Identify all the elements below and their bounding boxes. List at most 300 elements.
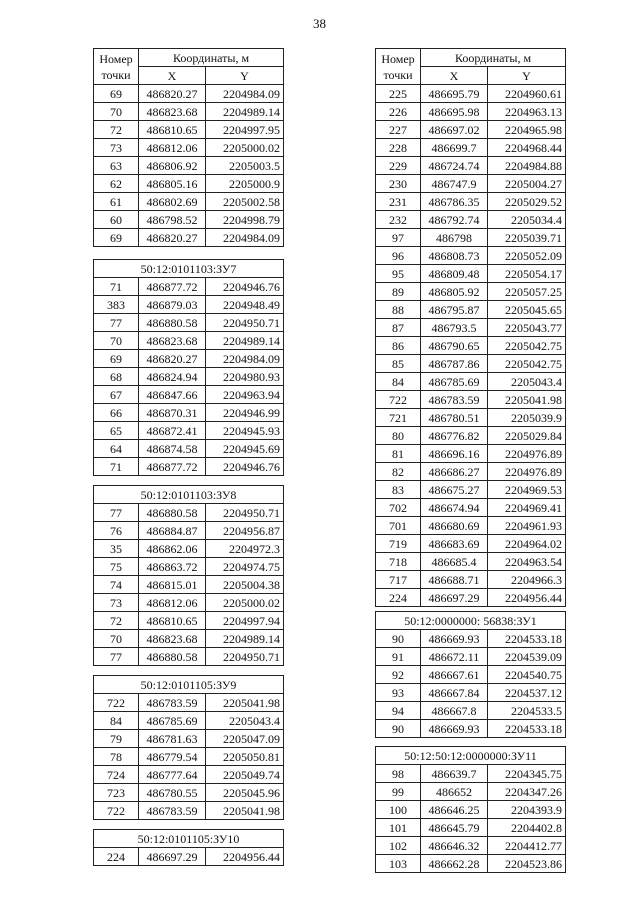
point-number: 97 bbox=[376, 229, 421, 247]
point-number: 228 bbox=[376, 139, 421, 157]
coord-x: 486688.71 bbox=[421, 571, 488, 589]
coord-y: 2204946.76 bbox=[206, 278, 284, 296]
table-row bbox=[376, 85, 566, 103]
point-number: 232 bbox=[376, 211, 421, 229]
right-table-0 bbox=[375, 48, 566, 607]
coord-x: 486652 bbox=[421, 783, 488, 801]
point-number: 82 bbox=[376, 463, 421, 481]
point-number: 94 bbox=[376, 702, 421, 720]
point-number: 64 bbox=[94, 440, 139, 458]
coord-x: 486862.06 bbox=[139, 540, 206, 558]
table-row bbox=[94, 296, 284, 314]
coord-x: 486884.87 bbox=[139, 522, 206, 540]
coord-x: 486810.65 bbox=[139, 121, 206, 139]
table-row bbox=[376, 265, 566, 283]
coord-y: 2204537.12 bbox=[488, 684, 566, 702]
coord-y: 2204963.94 bbox=[206, 386, 284, 404]
table-row bbox=[376, 247, 566, 265]
coord-y: 2204345.75 bbox=[488, 765, 566, 783]
left-table-zu10 bbox=[93, 829, 284, 866]
coord-y: 2205004.27 bbox=[488, 175, 566, 193]
table-row bbox=[376, 783, 566, 801]
point-number: 702 bbox=[376, 499, 421, 517]
point-number: 719 bbox=[376, 535, 421, 553]
coord-x: 486823.68 bbox=[139, 630, 206, 648]
point-number: 86 bbox=[376, 337, 421, 355]
point-number: 721 bbox=[376, 409, 421, 427]
coord-x: 486662.28 bbox=[421, 855, 488, 873]
header-num: Номер точки bbox=[94, 49, 139, 85]
point-number: 71 bbox=[94, 278, 139, 296]
table-row bbox=[94, 278, 284, 296]
coord-x: 486699.7 bbox=[421, 139, 488, 157]
coord-x: 486667.8 bbox=[421, 702, 488, 720]
coord-x: 486805.92 bbox=[421, 283, 488, 301]
point-number: 231 bbox=[376, 193, 421, 211]
coord-x: 486805.16 bbox=[139, 175, 206, 193]
coord-y: 2204965.98 bbox=[488, 121, 566, 139]
table-row bbox=[94, 85, 284, 103]
table-row bbox=[94, 766, 284, 784]
point-number: 89 bbox=[376, 283, 421, 301]
coord-x: 486783.59 bbox=[139, 694, 206, 712]
coord-x: 486880.58 bbox=[139, 314, 206, 332]
table-row bbox=[94, 504, 284, 522]
coord-x: 486780.51 bbox=[421, 409, 488, 427]
coord-y: 2204984.09 bbox=[206, 229, 284, 247]
coord-y: 2204956.87 bbox=[206, 522, 284, 540]
coord-x: 486823.68 bbox=[139, 103, 206, 121]
coord-x: 486824.94 bbox=[139, 368, 206, 386]
coord-y: 2204966.3 bbox=[488, 571, 566, 589]
coord-x: 486880.58 bbox=[139, 504, 206, 522]
coord-x: 486815.01 bbox=[139, 576, 206, 594]
point-number: 77 bbox=[94, 504, 139, 522]
point-number: 83 bbox=[376, 481, 421, 499]
table-row bbox=[376, 391, 566, 409]
coord-y: 2205054.17 bbox=[488, 265, 566, 283]
table-row bbox=[94, 103, 284, 121]
coord-y: 2204997.94 bbox=[206, 612, 284, 630]
point-number: 77 bbox=[94, 648, 139, 666]
table-row bbox=[94, 368, 284, 386]
coord-x: 486781.63 bbox=[139, 730, 206, 748]
coord-y: 2205043.77 bbox=[488, 319, 566, 337]
table-row bbox=[376, 139, 566, 157]
point-number: 226 bbox=[376, 103, 421, 121]
point-number: 70 bbox=[94, 630, 139, 648]
coord-y: 2205003.5 bbox=[206, 157, 284, 175]
coord-x: 486695.79 bbox=[421, 85, 488, 103]
coord-x: 486870.31 bbox=[139, 404, 206, 422]
point-number: 72 bbox=[94, 612, 139, 630]
coord-x: 486683.69 bbox=[421, 535, 488, 553]
point-number: 101 bbox=[376, 819, 421, 837]
coord-x: 486787.86 bbox=[421, 355, 488, 373]
coord-y: 2204989.14 bbox=[206, 332, 284, 350]
point-number: 71 bbox=[94, 458, 139, 476]
table-row bbox=[94, 540, 284, 558]
point-number: 718 bbox=[376, 553, 421, 571]
coord-y: 2204969.53 bbox=[488, 481, 566, 499]
coord-y: 2204984.09 bbox=[206, 350, 284, 368]
coord-y: 2204963.13 bbox=[488, 103, 566, 121]
left-table-0 bbox=[93, 48, 284, 247]
coord-y: 2205050.81 bbox=[206, 748, 284, 766]
coord-x: 486783.59 bbox=[421, 391, 488, 409]
coord-y: 2204956.44 bbox=[206, 848, 284, 866]
table-row bbox=[94, 350, 284, 368]
coord-y: 2205042.75 bbox=[488, 337, 566, 355]
table-title: 50:12:0101103:ЗУ8 bbox=[94, 486, 284, 504]
coord-x: 486847.66 bbox=[139, 386, 206, 404]
point-number: 90 bbox=[376, 630, 421, 648]
table-row bbox=[94, 314, 284, 332]
table-row bbox=[94, 157, 284, 175]
table-row bbox=[376, 427, 566, 445]
coord-y: 2205041.98 bbox=[206, 694, 284, 712]
coord-y: 2204972.3 bbox=[206, 540, 284, 558]
coord-x: 486795.87 bbox=[421, 301, 488, 319]
coord-x: 486798 bbox=[421, 229, 488, 247]
point-number: 60 bbox=[94, 211, 139, 229]
table-row bbox=[376, 855, 566, 873]
table-row bbox=[376, 589, 566, 607]
point-number: 77 bbox=[94, 314, 139, 332]
coord-x: 486786.35 bbox=[421, 193, 488, 211]
coord-y: 2204961.93 bbox=[488, 517, 566, 535]
coord-x: 486697.29 bbox=[139, 848, 206, 866]
coord-y: 2205002.58 bbox=[206, 193, 284, 211]
point-number: 87 bbox=[376, 319, 421, 337]
table-row bbox=[94, 802, 284, 820]
table-row bbox=[94, 422, 284, 440]
coord-y: 2204945.69 bbox=[206, 440, 284, 458]
table-row bbox=[376, 355, 566, 373]
table-row bbox=[376, 819, 566, 837]
table-row bbox=[94, 594, 284, 612]
point-number: 74 bbox=[94, 576, 139, 594]
table-title: 50:12:0101105:ЗУ10 bbox=[94, 830, 284, 848]
table-row bbox=[94, 211, 284, 229]
coord-x: 486686.27 bbox=[421, 463, 488, 481]
coord-y: 2204950.71 bbox=[206, 314, 284, 332]
point-number: 73 bbox=[94, 139, 139, 157]
table-row bbox=[94, 332, 284, 350]
point-number: 724 bbox=[94, 766, 139, 784]
coord-x: 486809.48 bbox=[421, 265, 488, 283]
coord-x: 486793.5 bbox=[421, 319, 488, 337]
coord-x: 486780.55 bbox=[139, 784, 206, 802]
table-row bbox=[376, 301, 566, 319]
table-row bbox=[376, 337, 566, 355]
coord-y: 2204963.54 bbox=[488, 553, 566, 571]
table-title: 50:12:0101103:ЗУ7 bbox=[94, 260, 284, 278]
coord-y: 2204989.14 bbox=[206, 630, 284, 648]
header-coords: Координаты, м bbox=[421, 49, 566, 67]
table-row bbox=[376, 373, 566, 391]
header-x: X bbox=[139, 67, 206, 85]
table-row bbox=[94, 139, 284, 157]
table-row bbox=[376, 765, 566, 783]
coord-y: 2204948.49 bbox=[206, 296, 284, 314]
table-row bbox=[94, 193, 284, 211]
coord-y: 2204540.75 bbox=[488, 666, 566, 684]
point-number: 102 bbox=[376, 837, 421, 855]
coord-y: 2204523.86 bbox=[488, 855, 566, 873]
table-row bbox=[376, 571, 566, 589]
point-number: 722 bbox=[94, 694, 139, 712]
right-table-zu11 bbox=[375, 746, 566, 873]
header-coords: Координаты, м bbox=[139, 49, 284, 67]
point-number: 65 bbox=[94, 422, 139, 440]
table-row bbox=[376, 517, 566, 535]
coord-y: 2204984.88 bbox=[488, 157, 566, 175]
table-row bbox=[376, 157, 566, 175]
point-number: 722 bbox=[94, 802, 139, 820]
coord-y: 2205041.98 bbox=[488, 391, 566, 409]
coord-x: 486685.4 bbox=[421, 553, 488, 571]
coord-x: 486646.25 bbox=[421, 801, 488, 819]
coord-x: 486645.79 bbox=[421, 819, 488, 837]
table-row bbox=[94, 121, 284, 139]
coord-y: 2205043.4 bbox=[488, 373, 566, 391]
coord-x: 486783.59 bbox=[139, 802, 206, 820]
coord-y: 2204393.9 bbox=[488, 801, 566, 819]
coord-x: 486810.65 bbox=[139, 612, 206, 630]
table-row bbox=[376, 481, 566, 499]
coord-x: 486820.27 bbox=[139, 85, 206, 103]
point-number: 69 bbox=[94, 350, 139, 368]
table-row bbox=[94, 386, 284, 404]
coord-x: 486820.27 bbox=[139, 350, 206, 368]
table-row bbox=[94, 458, 284, 476]
coord-y: 2204989.14 bbox=[206, 103, 284, 121]
header-y: Y bbox=[206, 67, 284, 85]
coord-x: 486806.92 bbox=[139, 157, 206, 175]
point-number: 35 bbox=[94, 540, 139, 558]
table-row bbox=[376, 801, 566, 819]
coord-y: 2205000.02 bbox=[206, 594, 284, 612]
table-row bbox=[376, 630, 566, 648]
coord-x: 486792.74 bbox=[421, 211, 488, 229]
coord-x: 486785.69 bbox=[421, 373, 488, 391]
table-row bbox=[94, 576, 284, 594]
coord-x: 486877.72 bbox=[139, 458, 206, 476]
point-number: 75 bbox=[94, 558, 139, 576]
coord-x: 486696.16 bbox=[421, 445, 488, 463]
coord-y: 2204950.71 bbox=[206, 504, 284, 522]
coord-y: 2204533.5 bbox=[488, 702, 566, 720]
table-row bbox=[376, 283, 566, 301]
table-title: 50:12:50:12:0000000:ЗУ11 bbox=[376, 747, 566, 765]
point-number: 81 bbox=[376, 445, 421, 463]
point-number: 723 bbox=[94, 784, 139, 802]
coord-y: 2204980.93 bbox=[206, 368, 284, 386]
point-number: 722 bbox=[376, 391, 421, 409]
coord-x: 486820.27 bbox=[139, 229, 206, 247]
coord-x: 486872.41 bbox=[139, 422, 206, 440]
table-row bbox=[94, 694, 284, 712]
table-row bbox=[94, 558, 284, 576]
coord-y: 2204533.18 bbox=[488, 720, 566, 738]
table-row bbox=[376, 684, 566, 702]
point-number: 91 bbox=[376, 648, 421, 666]
table-row bbox=[94, 612, 284, 630]
table-row bbox=[94, 630, 284, 648]
table-row bbox=[376, 175, 566, 193]
point-number: 85 bbox=[376, 355, 421, 373]
coord-x: 486646.32 bbox=[421, 837, 488, 855]
table-row bbox=[376, 499, 566, 517]
coord-x: 486877.72 bbox=[139, 278, 206, 296]
table-title: 50:12:0101105:ЗУ9 bbox=[94, 676, 284, 694]
coord-y: 2205052.09 bbox=[488, 247, 566, 265]
table-row bbox=[94, 712, 284, 730]
coord-x: 486790.65 bbox=[421, 337, 488, 355]
point-number: 62 bbox=[94, 175, 139, 193]
point-number: 68 bbox=[94, 368, 139, 386]
table-row bbox=[376, 648, 566, 666]
point-number: 73 bbox=[94, 594, 139, 612]
table-row bbox=[376, 229, 566, 247]
coord-y: 2205034.4 bbox=[488, 211, 566, 229]
coord-y: 2205000.9 bbox=[206, 175, 284, 193]
table-row bbox=[94, 730, 284, 748]
coord-y: 2204969.41 bbox=[488, 499, 566, 517]
coord-x: 486724.74 bbox=[421, 157, 488, 175]
coord-y: 2204533.18 bbox=[488, 630, 566, 648]
point-number: 224 bbox=[94, 848, 139, 866]
point-number: 69 bbox=[94, 85, 139, 103]
coord-x: 486680.69 bbox=[421, 517, 488, 535]
coord-x: 486823.68 bbox=[139, 332, 206, 350]
coord-y: 2205047.09 bbox=[206, 730, 284, 748]
coord-x: 486639.7 bbox=[421, 765, 488, 783]
point-number: 93 bbox=[376, 684, 421, 702]
coord-x: 486695.98 bbox=[421, 103, 488, 121]
coord-y: 2205029.84 bbox=[488, 427, 566, 445]
point-number: 72 bbox=[94, 121, 139, 139]
coord-x: 486675.27 bbox=[421, 481, 488, 499]
point-number: 230 bbox=[376, 175, 421, 193]
left-table-zu7 bbox=[93, 259, 284, 476]
point-number: 717 bbox=[376, 571, 421, 589]
table-row bbox=[376, 535, 566, 553]
coord-x: 486779.54 bbox=[139, 748, 206, 766]
coord-y: 2204976.89 bbox=[488, 463, 566, 481]
point-number: 80 bbox=[376, 427, 421, 445]
point-number: 70 bbox=[94, 332, 139, 350]
coord-y: 2205042.75 bbox=[488, 355, 566, 373]
point-number: 79 bbox=[94, 730, 139, 748]
coord-y: 2205029.52 bbox=[488, 193, 566, 211]
coord-x: 486776.82 bbox=[421, 427, 488, 445]
right-table-zu1 bbox=[375, 611, 566, 738]
coord-x: 486798.52 bbox=[139, 211, 206, 229]
table-row bbox=[376, 193, 566, 211]
point-number: 84 bbox=[94, 712, 139, 730]
coord-y: 2205039.71 bbox=[488, 229, 566, 247]
coord-y: 2205041.98 bbox=[206, 802, 284, 820]
table-row bbox=[94, 404, 284, 422]
point-number: 99 bbox=[376, 783, 421, 801]
coord-x: 486672.11 bbox=[421, 648, 488, 666]
coord-y: 2204960.61 bbox=[488, 85, 566, 103]
coord-x: 486812.06 bbox=[139, 139, 206, 157]
coord-x: 486747.9 bbox=[421, 175, 488, 193]
coord-x: 486863.72 bbox=[139, 558, 206, 576]
coord-y: 2205049.74 bbox=[206, 766, 284, 784]
table-row bbox=[94, 784, 284, 802]
coord-y: 2204946.99 bbox=[206, 404, 284, 422]
table-row bbox=[94, 748, 284, 766]
coord-y: 2204950.71 bbox=[206, 648, 284, 666]
point-number: 88 bbox=[376, 301, 421, 319]
point-number: 96 bbox=[376, 247, 421, 265]
coord-y: 2204974.75 bbox=[206, 558, 284, 576]
coord-y: 2204997.95 bbox=[206, 121, 284, 139]
coord-x: 486812.06 bbox=[139, 594, 206, 612]
coord-x: 486697.02 bbox=[421, 121, 488, 139]
table-row bbox=[94, 648, 284, 666]
coord-y: 2205004.38 bbox=[206, 576, 284, 594]
coord-y: 2205057.25 bbox=[488, 283, 566, 301]
table-row bbox=[376, 319, 566, 337]
coord-x: 486669.93 bbox=[421, 720, 488, 738]
coord-x: 486808.73 bbox=[421, 247, 488, 265]
point-number: 63 bbox=[94, 157, 139, 175]
point-number: 78 bbox=[94, 748, 139, 766]
coord-y: 2204968.44 bbox=[488, 139, 566, 157]
point-number: 90 bbox=[376, 720, 421, 738]
table-row bbox=[94, 522, 284, 540]
coord-y: 2204402.8 bbox=[488, 819, 566, 837]
coord-y: 2204945.93 bbox=[206, 422, 284, 440]
coord-y: 2204984.09 bbox=[206, 85, 284, 103]
coord-x: 486879.03 bbox=[139, 296, 206, 314]
coord-x: 486777.64 bbox=[139, 766, 206, 784]
point-number: 84 bbox=[376, 373, 421, 391]
coord-y: 2204539.09 bbox=[488, 648, 566, 666]
coord-y: 2204946.76 bbox=[206, 458, 284, 476]
coord-y: 2205039.9 bbox=[488, 409, 566, 427]
table-row bbox=[376, 445, 566, 463]
table-row bbox=[94, 440, 284, 458]
table-row bbox=[376, 463, 566, 481]
coord-x: 486667.61 bbox=[421, 666, 488, 684]
table-row bbox=[376, 666, 566, 684]
point-number: 224 bbox=[376, 589, 421, 607]
table-row bbox=[376, 409, 566, 427]
coord-y: 2205045.65 bbox=[488, 301, 566, 319]
point-number: 67 bbox=[94, 386, 139, 404]
point-number: 70 bbox=[94, 103, 139, 121]
point-number: 76 bbox=[94, 522, 139, 540]
table-row bbox=[376, 837, 566, 855]
coord-y: 2204412.77 bbox=[488, 837, 566, 855]
coord-x: 486674.94 bbox=[421, 499, 488, 517]
point-number: 61 bbox=[94, 193, 139, 211]
coord-y: 2205045.96 bbox=[206, 784, 284, 802]
point-number: 92 bbox=[376, 666, 421, 684]
point-number: 100 bbox=[376, 801, 421, 819]
coord-y: 2204976.89 bbox=[488, 445, 566, 463]
coord-y: 2205043.4 bbox=[206, 712, 284, 730]
coord-x: 486880.58 bbox=[139, 648, 206, 666]
header-y: Y bbox=[488, 67, 566, 85]
table-row bbox=[94, 175, 284, 193]
